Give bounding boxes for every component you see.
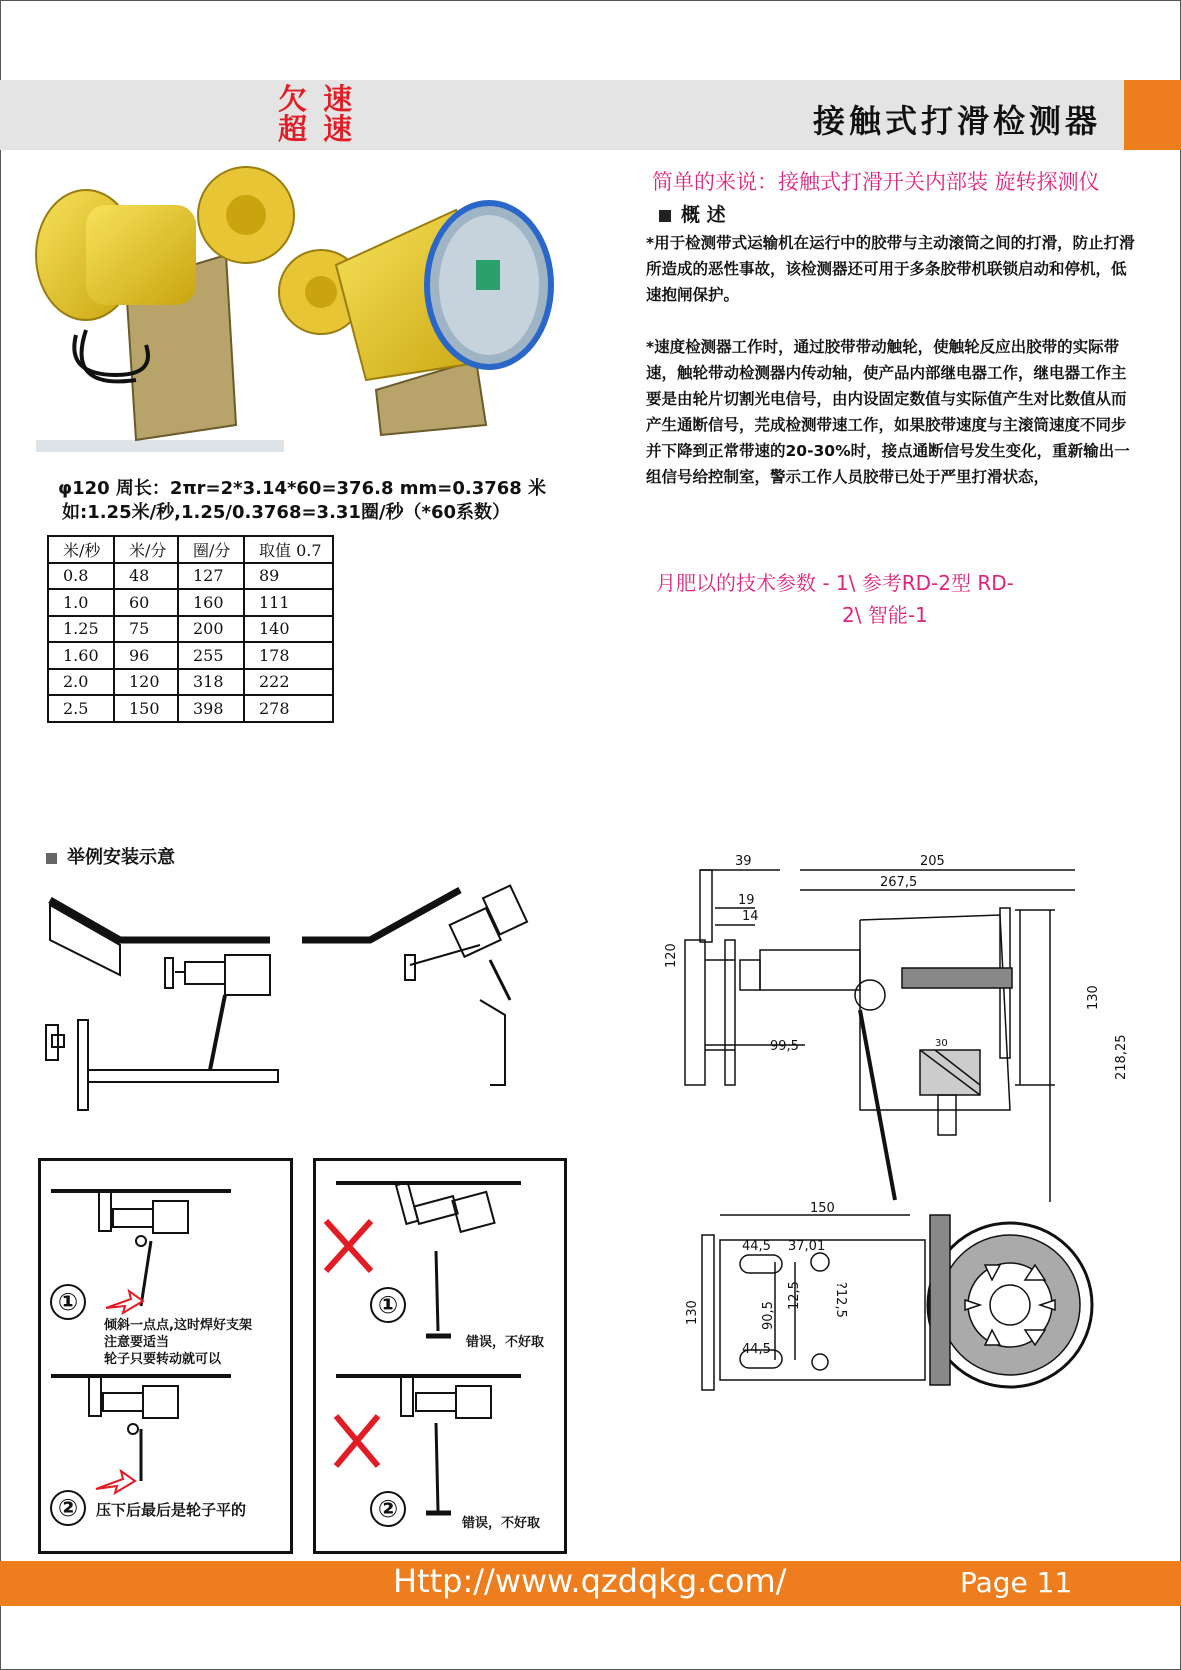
footer-url: Http://www.qzdqkg.com/ (393, 1562, 787, 1600)
overview-heading (659, 200, 726, 227)
square-bullet-icon (659, 210, 671, 222)
dim-44-5-bottom: 44,5 (742, 1342, 771, 1357)
speed-table (47, 535, 334, 723)
table-cell: 318 (178, 669, 244, 696)
table-row (48, 616, 333, 643)
subtitle: 简单的来说：接触式打滑开关内部装 旋转探测仪 (652, 170, 1100, 194)
tag-underspeed: 欠 速 (278, 82, 356, 116)
table-row (48, 695, 333, 722)
dim-90-5: 90,5 (761, 1301, 776, 1330)
table-header-cell: 米/分 (114, 536, 178, 563)
wrong-step-2-caption: 错误，不好取 (462, 1516, 541, 1531)
dim-120: 120 (664, 943, 679, 968)
table-cell: 150 (114, 695, 178, 722)
dim-19: 19 (738, 893, 755, 908)
dim-99-5: 99,5 (770, 1039, 799, 1054)
dim-44-5-top: 44,5 (742, 1239, 771, 1254)
correct-step-1-caption-2: 注意要适当 (104, 1335, 170, 1350)
table-cell: 2.5 (48, 695, 114, 722)
table-cell: 111 (244, 589, 333, 616)
square-bullet-icon (46, 853, 57, 864)
table-cell: 60 (114, 589, 178, 616)
table-cell: 1.0 (48, 589, 114, 616)
correct-step-2-caption: 压下后最后是轮子平的 (96, 1501, 247, 1519)
header-accent-block (1124, 80, 1181, 150)
table-cell: 0.8 (48, 563, 114, 590)
page-number: Page 11 (960, 1566, 1073, 1599)
install-overview-sketch (40, 870, 580, 1120)
dim-130: 130 (1086, 985, 1101, 1010)
install-heading-text: 举例安装示意 (67, 847, 175, 868)
dim-14: 14 (742, 909, 759, 924)
wrong-install-sketch (316, 1161, 561, 1548)
table-cell: 222 (244, 669, 333, 696)
table-cell: 1.25 (48, 616, 114, 643)
dim-phi-12-5: ?12,5 (833, 1282, 848, 1318)
table-cell: 255 (178, 642, 244, 669)
table-cell: 120 (114, 669, 178, 696)
dim-130-bottom: 130 (685, 1300, 700, 1325)
table-header-cell: 取值 0.7 (244, 536, 333, 563)
product-photo (36, 160, 576, 460)
tech-params-line2: 2\ 智能-1 (842, 603, 928, 627)
dim-39: 39 (735, 854, 752, 869)
tech-params-line1: 月肥以的技术参数 - 1\ 参考RD-2型 RD- (656, 571, 1014, 595)
table-cell: 127 (178, 563, 244, 590)
table-cell: 89 (244, 563, 333, 590)
table-header-cell: 圈/分 (178, 536, 244, 563)
table-cell: 140 (244, 616, 333, 643)
page-title: 接触式打滑检测器 (812, 102, 1101, 140)
correct-step-1-number: ① (50, 1284, 86, 1320)
tag-overspeed: 超 速 (278, 112, 356, 146)
table-cell: 48 (114, 563, 178, 590)
dim-267-5: 267,5 (880, 875, 918, 890)
dim-218-25: 218,25 (1114, 1034, 1129, 1080)
wrong-step-2-number: ② (370, 1491, 406, 1527)
dim-30: 30 (935, 1038, 948, 1049)
table-cell: 1.60 (48, 642, 114, 669)
correct-step-2-number: ② (50, 1490, 86, 1526)
correct-step-1-caption-1: 倾斜一点点,这时焊好支架 (104, 1318, 252, 1333)
table-row (48, 669, 333, 696)
table-cell: 96 (114, 642, 178, 669)
table-cell: 398 (178, 695, 244, 722)
table-row (48, 589, 333, 616)
table-row (48, 642, 333, 669)
dimension-drawing (664, 850, 1140, 1430)
dim-205: 205 (920, 854, 945, 869)
table-header-cell: 米/秒 (48, 536, 114, 563)
install-heading (46, 843, 175, 869)
table-row (48, 563, 333, 590)
overview-paragraph-1: *用于检测带式运输机在运行中的胶带与主动滚筒之间的打滑，防止打滑所造成的恶性事故，该检测器还可用于多条胶带机联锁启动和停机，低速抱闸保护。 (646, 234, 1135, 304)
dim-150: 150 (810, 1201, 835, 1216)
table-cell: 200 (178, 616, 244, 643)
correct-step-1-caption-3: 轮子只要转动就可以 (104, 1352, 222, 1367)
table-cell: 2.0 (48, 669, 114, 696)
table-cell: 278 (244, 695, 333, 722)
table-cell: 178 (244, 642, 333, 669)
speed-example: 如:1.25米/秒,1.25/0.3768=3.31圈/秒（*60系数） (62, 502, 510, 523)
dim-37-01: 37,01 (788, 1239, 826, 1254)
wrong-step-1-caption: 错误，不好取 (466, 1335, 545, 1350)
table-header-row (48, 536, 333, 563)
table-cell: 160 (178, 589, 244, 616)
dim-12-5: 12,5 (787, 1281, 802, 1310)
wrong-step-1-number: ① (370, 1287, 406, 1323)
circumference-formula: φ120 周长：2πr=2*3.14*60=376.8 mm=0.3768 米 (58, 478, 547, 499)
table-cell: 75 (114, 616, 178, 643)
overview-heading-text: 概 述 (681, 204, 726, 226)
overview-paragraph-2: *速度检测器工作时，通过胶带带动触轮，使触轮反应出胶带的实际带速，触轮带动检测器内传动轴，使产品内部继电器工作，继电器工作主要是由轮片切割光电信号，由内设固定数值与实际值产生对比数值从而产生通断信号，芫成检测带速工作，如果胶带速度与主滚筒速度不同步并下降到正常带速的20-30%时，接点通断信号发生变化，重新输出一组信号给控制室，警示工作人员胶带已处于严里打滑状态， (646, 338, 1130, 486)
